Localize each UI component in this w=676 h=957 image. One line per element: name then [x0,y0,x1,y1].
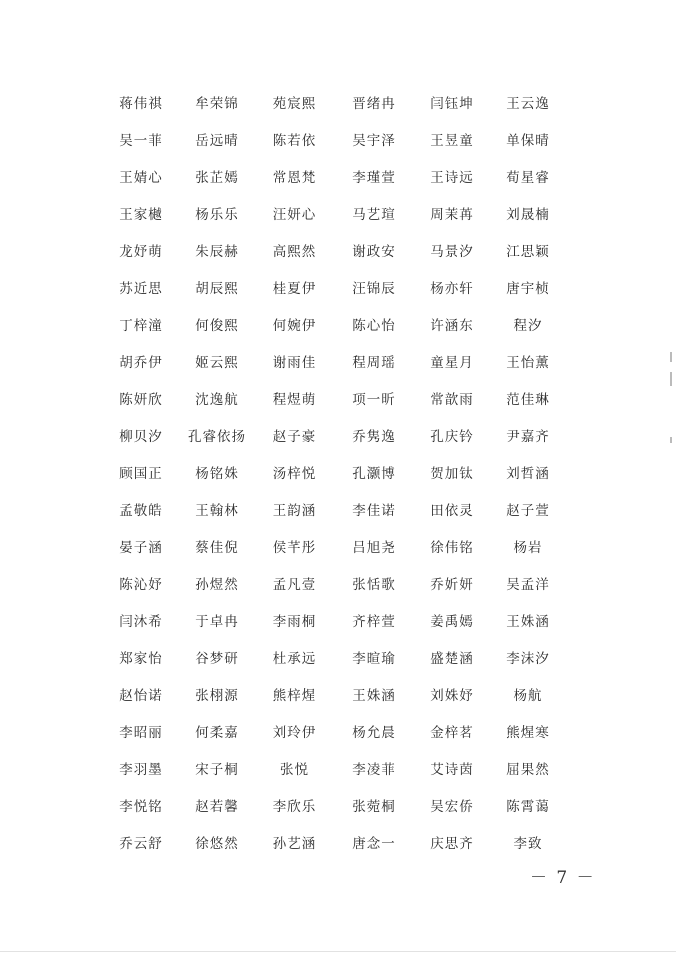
name-cell: 常歆雨 [430,391,474,408]
name-cell: 汪妍心 [272,206,317,223]
name-cell: 尹嘉齐 [506,428,550,445]
name-cell: 沈逸航 [195,391,239,408]
name-cell: 晏子涵 [119,539,163,556]
name-row [103,86,583,123]
name-cell: 刘哲涵 [506,465,550,482]
name-cell: 郑家怡 [119,650,163,667]
name-cell: 单保晴 [506,132,550,149]
name-cell: 汪锦辰 [352,280,396,297]
name-cell: 苏近思 [119,280,163,297]
name-cell: 刘玲伊 [272,724,317,741]
name-cell: 牟荣锦 [195,95,239,112]
name-row [103,234,583,271]
name-cell: 江思颖 [506,243,550,260]
name-cell: 荀星睿 [506,169,550,186]
name-cell: 于卓冉 [195,613,239,630]
name-cell: 何婉伊 [272,317,317,334]
name-cell: 闫沐希 [119,613,163,630]
name-cell: 庆思齐 [430,835,474,852]
name-cell: 孙煜然 [195,576,239,593]
name-cell: 王家樾 [119,206,163,223]
name-cell: 丁梓潼 [119,317,163,334]
name-cell: 刘晟楠 [506,206,550,223]
name-cell: 张悦 [280,761,309,778]
name-cell: 孙艺涵 [272,835,317,852]
name-list [103,86,583,863]
page-number: － 7 － [530,868,596,888]
name-row [103,752,583,789]
name-cell: 姬云熙 [195,354,239,371]
name-row [103,715,583,752]
scan-edge-mark [670,352,672,362]
name-cell: 常恩梵 [272,169,317,186]
name-cell: 顾国正 [119,465,163,482]
name-cell: 李羽墨 [119,761,163,778]
name-cell: 王诗远 [430,169,474,186]
name-cell: 吴宏侨 [430,798,474,815]
name-cell: 李瑾萱 [352,169,396,186]
name-cell: 杨乐乐 [195,206,239,223]
name-cell: 李沫汐 [506,650,550,667]
name-cell: 程汐 [513,317,543,334]
name-cell: 程煜萌 [272,391,317,408]
name-row [103,160,583,197]
name-cell: 王姝涵 [352,687,396,704]
name-cell: 唐念一 [352,835,396,852]
name-cell: 柳贝汐 [119,428,163,445]
name-cell: 熊梓煋 [272,687,317,704]
name-cell: 晋绪冉 [352,95,396,112]
name-cell: 孔灏博 [352,465,396,482]
name-cell: 乔妡妍 [430,576,474,593]
name-cell: 赵怡诺 [119,687,163,704]
name-cell: 杜承远 [272,650,317,667]
name-cell: 何俊熙 [195,317,239,334]
name-cell: 陈妍欣 [119,391,163,408]
name-cell: 李悦铭 [119,798,163,815]
name-cell: 王姝涵 [506,613,550,630]
name-cell: 杨铭姝 [195,465,239,482]
name-cell: 乔云舒 [119,835,163,852]
name-cell: 王婧心 [119,169,163,186]
name-cell: 乔隽逸 [352,428,396,445]
name-row [103,382,583,419]
name-cell: 陈沁妤 [119,576,163,593]
name-row [103,197,583,234]
name-cell: 汤梓悦 [272,465,317,482]
name-cell: 王云逸 [506,95,550,112]
name-cell: 谢政安 [352,243,396,260]
name-cell: 许涵东 [430,317,474,334]
name-cell: 李佳诺 [352,502,396,519]
name-row [103,678,583,715]
name-cell: 陈心怡 [352,317,396,334]
name-row [103,641,583,678]
name-cell: 徐伟铭 [430,539,474,556]
page-bottom-edge [0,951,676,952]
name-cell: 谢雨佳 [272,354,317,371]
name-cell: 马景汐 [430,243,474,260]
name-cell: 苑宸熙 [272,95,317,112]
name-cell: 吴一菲 [119,132,163,149]
name-cell: 马艺瑄 [352,206,396,223]
name-row [103,493,583,530]
name-cell: 张恬歌 [352,576,396,593]
name-cell: 张芷嫣 [195,169,239,186]
name-cell: 盛楚涵 [430,650,474,667]
name-cell: 高熙然 [272,243,317,260]
name-cell: 蔡佳倪 [195,539,239,556]
name-cell: 童星月 [430,354,474,371]
name-cell: 龙妤萌 [119,243,163,260]
name-cell: 金梓茗 [430,724,474,741]
name-row [103,567,583,604]
name-cell: 张菀桐 [352,798,396,815]
name-row [103,456,583,493]
name-cell: 李雨桐 [272,613,317,630]
name-cell: 屈果然 [506,761,550,778]
name-cell: 胡乔伊 [119,354,163,371]
name-cell: 周茉苒 [430,206,474,223]
name-cell: 赵子萱 [506,502,550,519]
name-row [103,826,583,863]
name-cell: 杨岩 [513,539,543,556]
name-cell: 张栩源 [195,687,239,704]
name-cell: 王翰林 [195,502,239,519]
name-cell: 孔庆钤 [430,428,474,445]
name-cell: 杨航 [513,687,543,704]
name-cell: 徐悠然 [195,835,239,852]
name-cell: 刘姝妤 [430,687,474,704]
scan-edge-mark [670,372,672,386]
name-cell: 王怡薰 [506,354,550,371]
name-cell: 杨亦轩 [430,280,474,297]
name-row [103,789,583,826]
name-cell: 齐梓萱 [352,613,396,630]
name-cell: 项一昕 [352,391,396,408]
name-cell: 陈霄蔼 [506,798,550,815]
name-cell: 熊煋寒 [506,724,550,741]
name-cell: 何柔嘉 [195,724,239,741]
name-cell: 闫钰坤 [430,95,474,112]
name-cell: 孟凡壹 [272,576,317,593]
name-cell: 艾诗茵 [430,761,474,778]
name-cell: 姜禹嫣 [430,613,474,630]
name-cell: 吕旭尧 [352,539,396,556]
name-cell: 吴宇泽 [352,132,396,149]
name-row [103,604,583,641]
name-cell: 赵若馨 [195,798,239,815]
name-cell: 蒋伟祺 [119,95,163,112]
name-cell: 王昱童 [430,132,474,149]
name-cell: 程周瑶 [352,354,396,371]
name-cell: 陈若依 [272,132,317,149]
name-row [103,530,583,567]
name-cell: 桂夏伊 [272,280,317,297]
name-cell: 杨允晨 [352,724,396,741]
name-cell: 朱辰赫 [195,243,239,260]
name-cell: 李暄瑜 [352,650,396,667]
name-cell: 贺加钛 [430,465,474,482]
name-cell: 唐宇桢 [506,280,550,297]
name-cell: 侯芊彤 [272,539,317,556]
name-cell: 李致 [513,835,543,852]
name-cell: 李欣乐 [272,798,317,815]
name-cell: 吴孟洋 [506,576,550,593]
name-row [103,419,583,456]
name-row [103,308,583,345]
name-cell: 谷梦研 [195,650,239,667]
name-cell: 岳远晴 [195,132,239,149]
scan-edge-mark [670,437,672,443]
name-cell: 李凌菲 [352,761,396,778]
name-row [103,271,583,308]
name-cell: 李昭丽 [119,724,163,741]
name-cell: 田依灵 [430,502,474,519]
name-cell: 胡辰熙 [195,280,239,297]
name-cell: 王韵涵 [272,502,317,519]
name-cell: 宋子桐 [195,761,239,778]
name-row [103,345,583,382]
name-cell: 孟敬皓 [119,502,163,519]
name-row [103,123,583,160]
name-cell: 赵子豪 [272,428,317,445]
name-cell: 范佳琳 [506,391,550,408]
name-cell: 孔睿依扬 [188,428,246,445]
